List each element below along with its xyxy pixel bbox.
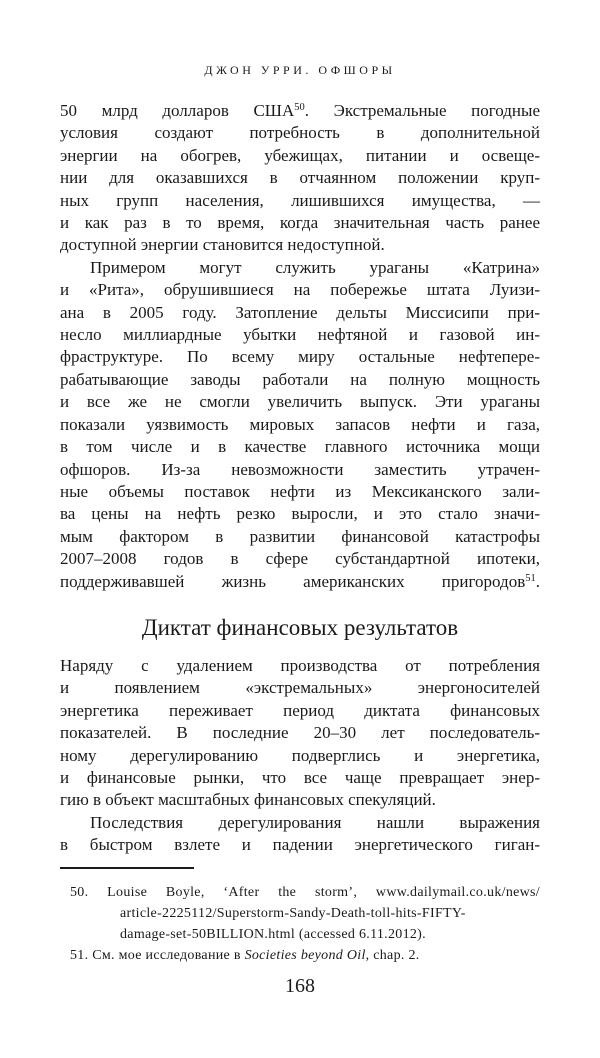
text-segment: 51. См. мое исследование в	[70, 947, 245, 963]
text-line: ных групп населения, лишившихся имущества, —	[60, 190, 540, 210]
text-line	[60, 100, 540, 122]
text-line: 2007–2008 годов в сфере субстандартной ипотеки,	[60, 549, 540, 569]
section-heading: Диктат финансовых результатов	[141, 614, 459, 640]
paragraph-4	[60, 812, 540, 857]
text-line: гию в объект масштабных финансовых спекуляций.	[60, 790, 436, 810]
text-line: в том числе и в качестве главного источника мощи	[60, 437, 540, 457]
text-line: ва цены на нефть резко выросли, и это стало значи-	[60, 504, 540, 524]
text-line: и финансовые рынки, что все чаще превращает энер-	[60, 767, 540, 787]
text-line: Последствия дерегулирования нашли выражения	[90, 812, 540, 832]
text-column	[60, 100, 540, 966]
text-line: в быстром взлете и падении энергетического гиган-	[60, 835, 540, 855]
text-segment: поддерживавшей жизнь американских пригородов	[60, 571, 526, 591]
footnote-ref-51: 51	[525, 572, 536, 584]
text-line: и как раз в то время, когда значительная часть ранее	[60, 213, 540, 233]
text-line: ана в 2005 году. Затопление дельты Миссисипи при-	[60, 302, 540, 322]
text-line: фраструктуре. По всему миру остальные нефтепере-	[60, 347, 540, 367]
running-head: ДЖОН УРРИ. ОФШОРЫ	[204, 63, 396, 77]
text-segment: . Экстремальные погодные	[304, 101, 540, 120]
footnote-rule	[60, 867, 194, 869]
text-line	[60, 571, 540, 593]
footnote-50-line: article-2225112/Superstorm-Sandy-Death-toll-hits-FIFTY-	[120, 905, 466, 921]
paragraph-1	[60, 100, 540, 257]
page-number: 168	[285, 974, 315, 997]
text-line: ному дерегулированию подверглись и энергетика,	[60, 745, 540, 765]
text-line: условия создают потребность в дополнительной	[60, 123, 540, 143]
text-line: и все же не смогли увеличить выпуск. Эти ураганы	[60, 392, 540, 412]
footnote-50-line: damage-set-50BILLION.html (accessed 6.11.2012).	[120, 926, 426, 942]
book-title-italic: Societies beyond Oil	[244, 947, 366, 963]
text-line: Примером могут служить ураганы «Катрина»	[90, 257, 540, 277]
paragraph-2	[60, 257, 540, 593]
text-line: энергетика переживает период диктата финансовых	[60, 700, 540, 720]
text-segment: .	[535, 571, 540, 591]
text-line: Наряду с удалением производства от потребления	[60, 655, 540, 675]
footnote-ref-50: 50	[294, 102, 305, 113]
text-line: энергии на обогрев, убежищах, питании и освеще-	[60, 145, 540, 165]
text-line: и появлением «экстремальных» энергоносителей	[60, 678, 540, 698]
text-line: показателей. В последние 20–30 лет последователь-	[60, 723, 540, 743]
footnote-51-line	[60, 945, 540, 966]
text-line: офшоров. Из-за невозможности заместить утрачен-	[60, 459, 540, 479]
text-segment: 50 млрд долларов США	[60, 101, 295, 120]
text-line: и «Рита», обрушившиеся на побережье штата Луизи-	[60, 280, 540, 300]
text-line: ные объемы поставок нефти из Мексиканского зали-	[60, 481, 540, 501]
text-line: несло миллиардные убытки нефтяной и газовой ин-	[60, 325, 540, 345]
footnote-50-line: 50. Louise Boyle, ‘After the storm’, www.dailymail.co.uk/news/	[70, 884, 540, 900]
text-line: доступной энергии становится недоступной.	[60, 235, 385, 255]
paragraph-3	[60, 655, 540, 812]
text-segment: , chap. 2.	[365, 947, 420, 963]
text-line: мым фактором в развитии финансовой катастрофы	[60, 526, 540, 546]
text-line: нии для оказавшихся в отчаянном положении круп-	[60, 168, 540, 188]
footnotes	[60, 882, 540, 966]
text-line: рабатывающие заводы работали на полную мощность	[60, 369, 540, 389]
text-line: показали уязвимость мировых запасов нефти и газа,	[60, 414, 540, 434]
